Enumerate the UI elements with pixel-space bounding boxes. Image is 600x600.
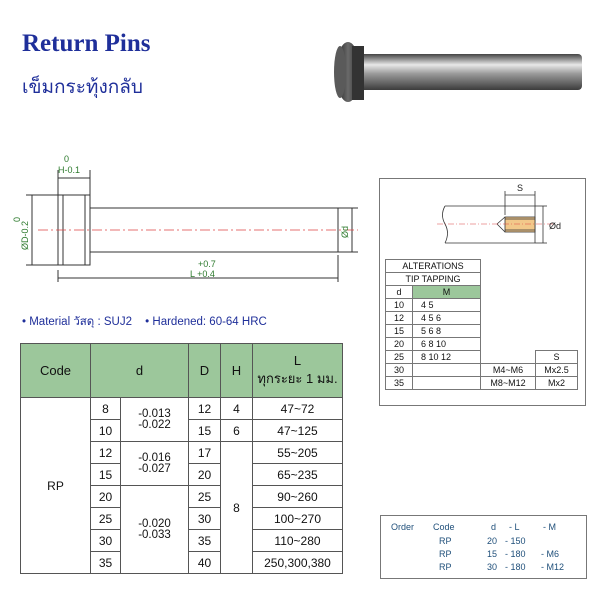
order-row-d: 15: [487, 549, 498, 559]
alt-cell-d: 25: [386, 351, 413, 364]
tip-tapping-title: TIP TAPPING: [386, 273, 481, 286]
cell-L: 65~235: [253, 464, 343, 486]
header-H: H: [221, 344, 253, 398]
alterations-panel: [379, 178, 586, 406]
order-example-panel: [380, 515, 587, 579]
cell-d: 20: [91, 486, 121, 508]
s-dimension-label: S: [517, 183, 524, 193]
cell-L: 47~72: [253, 398, 343, 420]
alterations-title: ALTERATIONS: [386, 260, 481, 273]
alt-cell-m-range: M8~M12: [481, 377, 536, 390]
order-row-m: - M6: [541, 549, 559, 559]
alt-row: [386, 299, 578, 312]
order-header-m: - M: [543, 522, 556, 532]
cell-d: 25: [91, 508, 121, 530]
order-row-code: RP: [439, 562, 452, 572]
cell-H: 4: [221, 398, 253, 420]
header-D: D: [189, 344, 221, 398]
order-row-d: 20: [487, 536, 498, 546]
cell-d: 8: [91, 398, 121, 420]
tip-tapping-drawing: [435, 181, 575, 256]
code-cell: RP: [21, 398, 91, 574]
alt-cell-d: 30: [386, 364, 413, 377]
tolerance-lower: -0.033: [138, 528, 171, 541]
l-tolerance-top: +0.7: [198, 259, 216, 269]
cell-d: 30: [91, 530, 121, 552]
hardness-spec: • Hardened: 60-64 HRC: [145, 316, 267, 328]
alt-cell-m: 8 10 12: [413, 351, 481, 364]
header-L: [253, 344, 343, 398]
alterations-table: [385, 259, 578, 390]
alt-cell-m: 5 6 8: [413, 325, 481, 338]
alt-row: [386, 364, 578, 377]
tolerance-cell: [121, 486, 189, 574]
cell-D: 20: [189, 464, 221, 486]
h-tolerance-top: 0: [64, 154, 70, 164]
alt-row: [386, 325, 578, 338]
order-row-l: - 180: [505, 562, 526, 572]
alt-cell-d: 12: [386, 312, 413, 325]
alt-cell-m: 4 5: [413, 299, 481, 312]
cell-L: 110~280: [253, 530, 343, 552]
table-row: [21, 398, 343, 420]
cell-H: 6: [221, 420, 253, 442]
alt-cell-s: Mx2: [536, 377, 578, 390]
tip-diameter-label: Ød: [549, 221, 562, 231]
d-tolerance-top: 0: [12, 216, 22, 222]
tolerance-cell: [121, 442, 189, 486]
cell-D: 30: [189, 508, 221, 530]
cell-H-group: 8: [221, 442, 253, 574]
order-header-d: d: [491, 522, 497, 532]
tolerance-upper: -0.013: [138, 407, 171, 420]
cell-L: 100~270: [253, 508, 343, 530]
alt-row: [386, 351, 578, 364]
header-d: d: [91, 344, 189, 398]
alt-header-m: M: [413, 286, 481, 299]
cell-d: 15: [91, 464, 121, 486]
h-tolerance-bottom: H-0.1: [58, 165, 81, 175]
alt-cell-m: 4 5 6: [413, 312, 481, 325]
product-photo: [330, 38, 585, 108]
shaft-diameter-label: Ød: [340, 225, 350, 238]
cell-L: 55~205: [253, 442, 343, 464]
order-row-code: RP: [439, 549, 452, 559]
order-header-order: Order: [391, 522, 415, 532]
order-header-code: Code: [433, 522, 455, 532]
alt-cell-s: Mx2.5: [536, 364, 578, 377]
tolerance-upper: -0.020: [138, 517, 171, 530]
cell-L: 90~260: [253, 486, 343, 508]
technical-drawing: [12, 150, 363, 290]
cell-D: 40: [189, 552, 221, 574]
tolerance-cell: [121, 398, 189, 442]
spec-line: [22, 313, 277, 331]
cell-d: 35: [91, 552, 121, 574]
alt-header-s: S: [536, 351, 578, 364]
cell-D: 15: [189, 420, 221, 442]
cell-d: 10: [91, 420, 121, 442]
header-code: Code: [21, 344, 91, 398]
order-row-l: - 180: [505, 549, 526, 559]
alt-row: [386, 377, 578, 390]
d-tolerance-bottom: ØD-0.2: [20, 220, 30, 250]
order-row-m: - M12: [541, 562, 565, 572]
page-title: Return Pins: [22, 30, 151, 57]
order-row-code: RP: [439, 536, 452, 546]
alt-cell-d: 15: [386, 325, 413, 338]
cell-L: 250,300,380: [253, 552, 343, 574]
page-subtitle: เข็มกระทุ้งกลับ: [22, 76, 143, 98]
order-row-l: - 150: [505, 536, 526, 546]
cell-D: 25: [189, 486, 221, 508]
alt-row: [386, 312, 578, 325]
cell-D: 17: [189, 442, 221, 464]
l-tolerance-bottom: L +0.4: [190, 269, 215, 279]
tolerance-lower: -0.022: [138, 418, 171, 431]
order-row-d: 30: [487, 562, 498, 572]
cell-d: 12: [91, 442, 121, 464]
alt-cell-m: 6 8 10: [413, 338, 481, 351]
header-L-note: ทุกระยะ 1 มม.: [257, 370, 338, 386]
order-header-l: - L: [509, 522, 520, 532]
alt-cell-d: 10: [386, 299, 413, 312]
tolerance-upper: -0.016: [138, 451, 171, 464]
material-spec: • Material วัสดุ : SUJ2: [22, 316, 132, 328]
alt-row: [386, 338, 578, 351]
alt-cell-d: 35: [386, 377, 413, 390]
cell-L: 47~125: [253, 420, 343, 442]
cell-D: 35: [189, 530, 221, 552]
alt-cell-m-range: M4~M6: [481, 364, 536, 377]
spec-table: [20, 343, 343, 574]
tolerance-lower: -0.027: [138, 462, 171, 475]
cell-D: 12: [189, 398, 221, 420]
header-L-label: L: [293, 352, 302, 368]
alt-header-d: d: [386, 286, 413, 299]
alt-cell-d: 20: [386, 338, 413, 351]
